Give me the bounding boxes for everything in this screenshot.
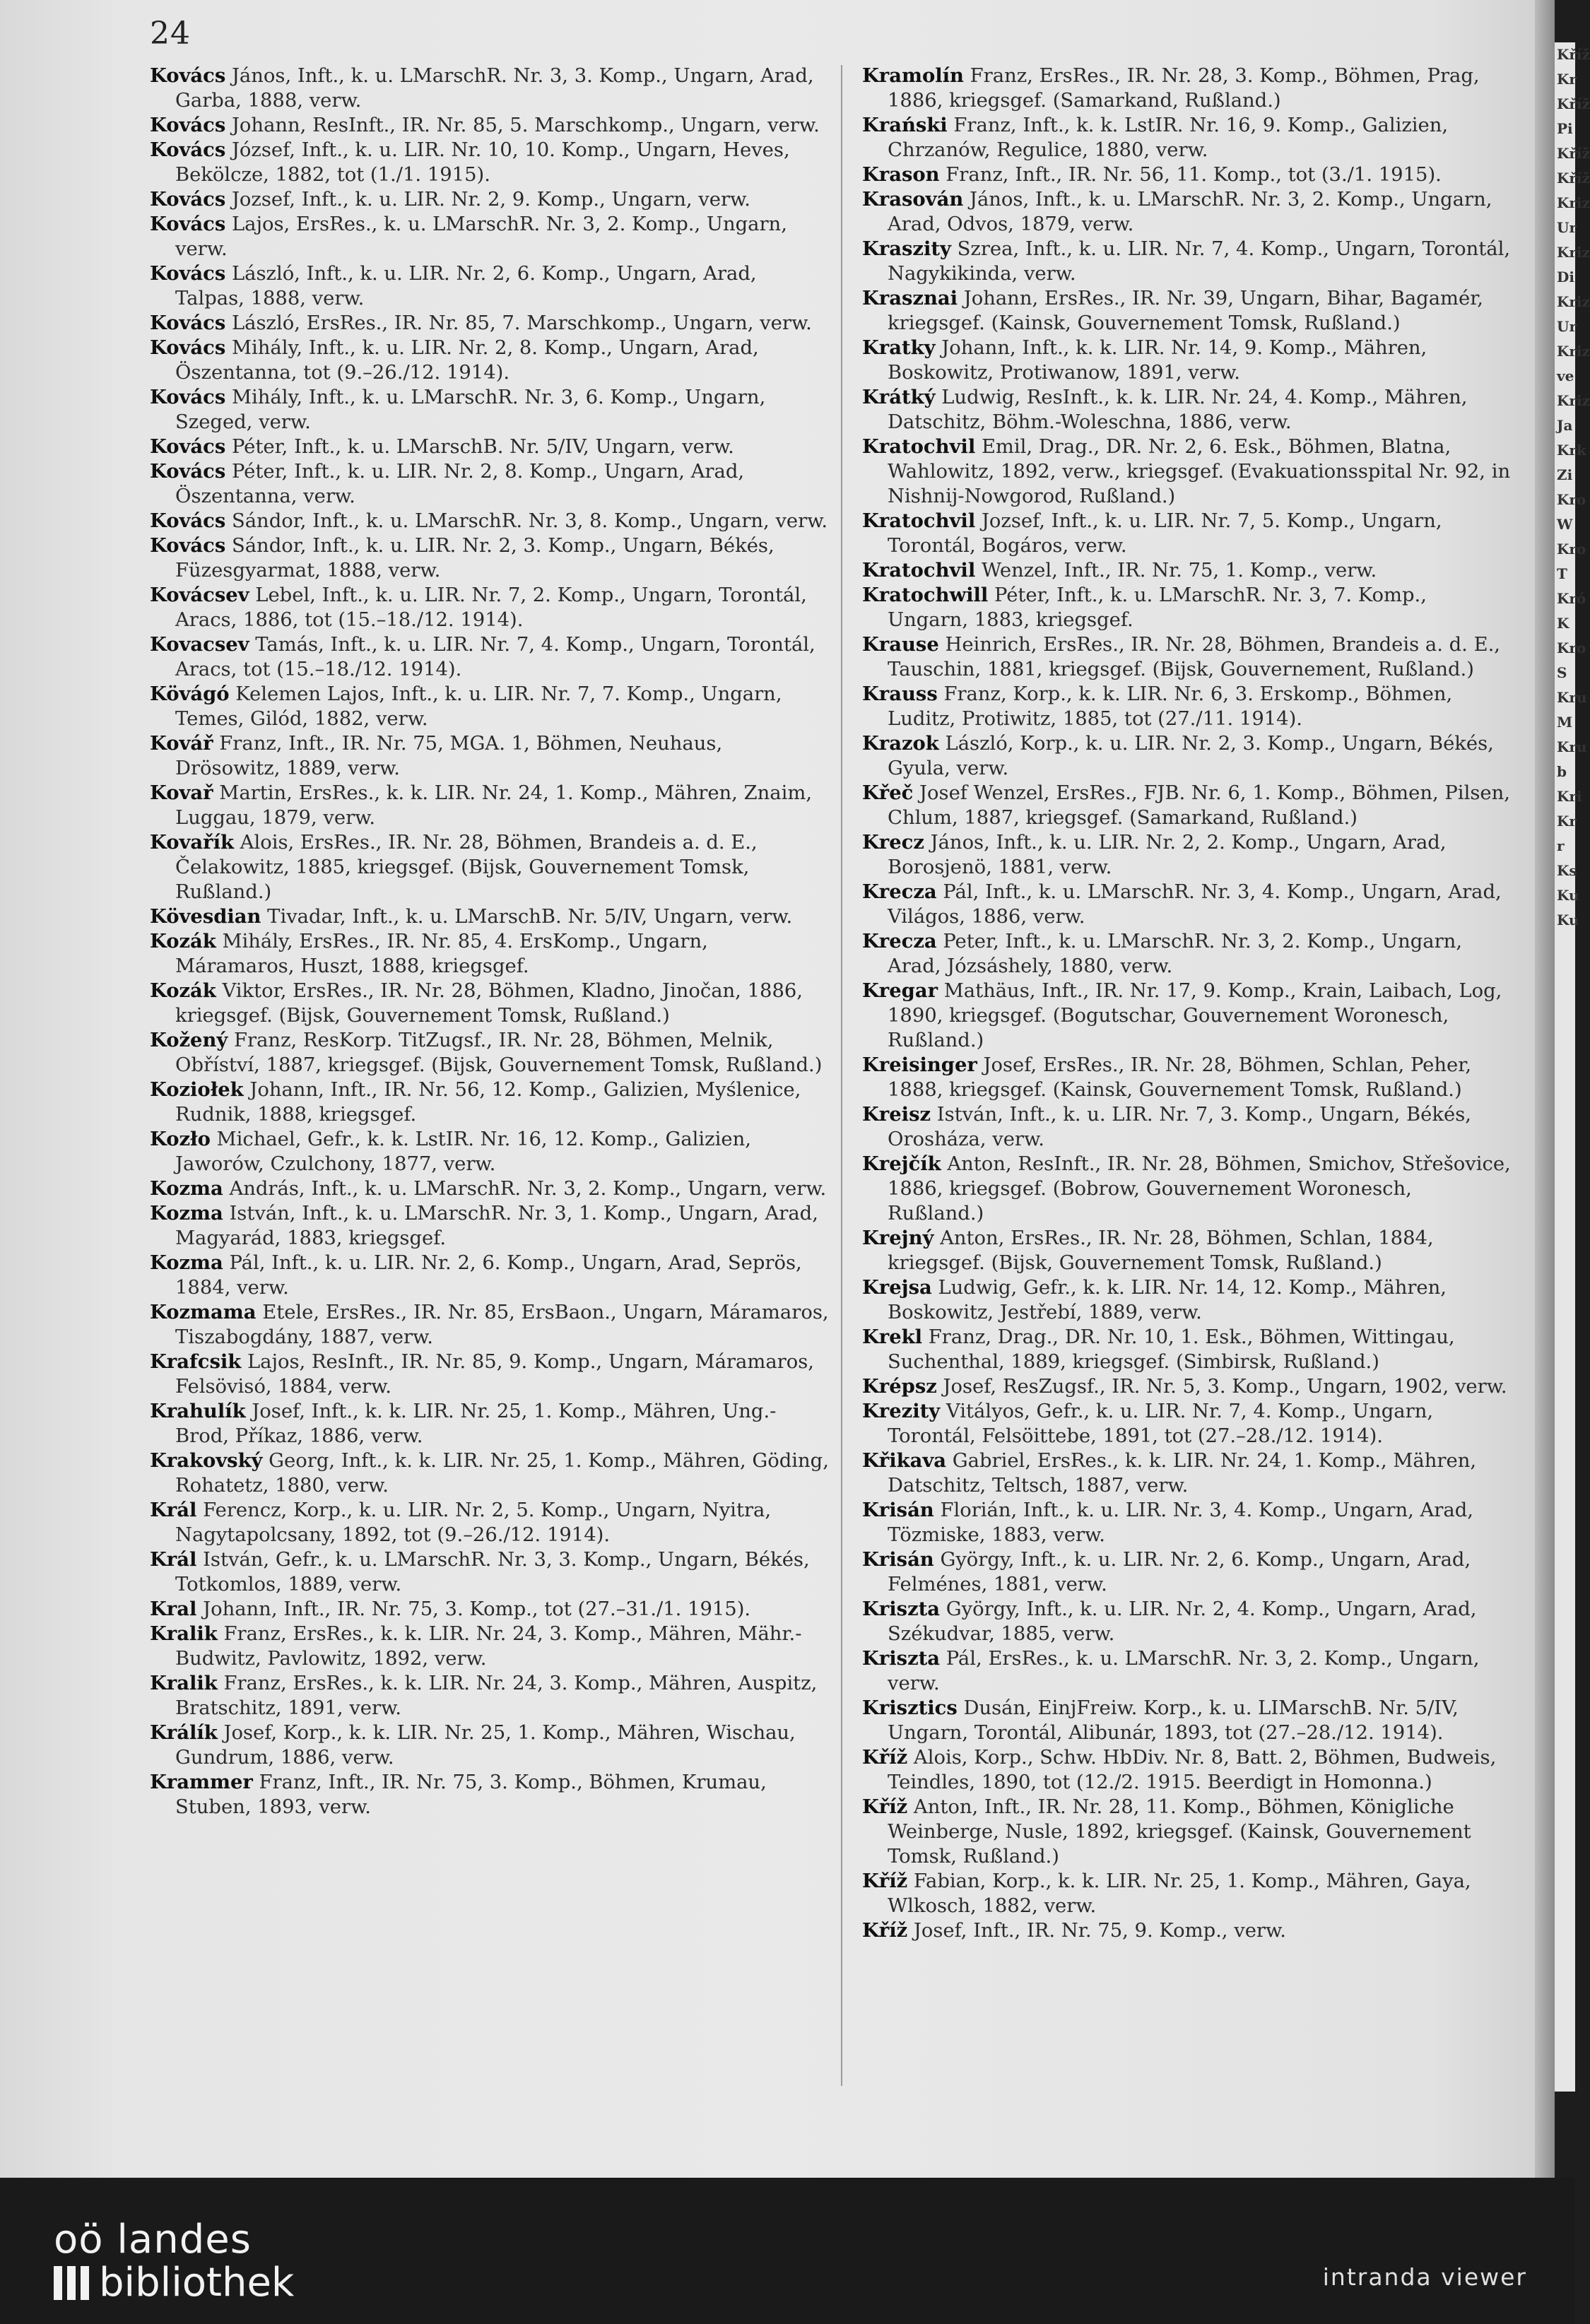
entry-details: Franz, ErsRes., IR. Nr. 28, 3. Komp., Böhmen, Prag, 1886, kriegsgef. (Samarkand, Rußland.) bbox=[888, 65, 1480, 112]
entry-surname: Kovács bbox=[150, 213, 226, 235]
register-entry bbox=[862, 632, 1512, 682]
entry-details: Franz, ErsRes., k. k. LIR. Nr. 24, 3. Komp., Mähren, Mähr.-Budwitz, Pavlowitz, 1892, verw. bbox=[175, 1623, 802, 1670]
entry-details: Alois, ErsRes., IR. Nr. 28, Böhmen, Brandeis a. d. E., Čelakowitz, 1885, kriegsgef. (Bijsk, Gouvernement Tomsk, Rußland.) bbox=[175, 832, 758, 903]
entry-surname: Křeč bbox=[862, 781, 914, 804]
entry-surname: Kovács bbox=[150, 114, 226, 136]
entry-surname: Kratochwill bbox=[862, 584, 989, 606]
entry-details: Mathäus, Inft., IR. Nr. 17, 9. Komp., Krain, Laibach, Log, 1890, kriegsgef. (Bogutschar, Gouvernement Woronesch, Rußland.) bbox=[888, 980, 1502, 1051]
entry-surname: Krecza bbox=[862, 880, 937, 903]
register-entry bbox=[150, 830, 830, 904]
entry-details: Emil, Drag., DR. Nr. 2, 6. Esk., Böhmen, Blatna, Wahlowitz, 1892, verw., kriegsgef. (Evakuationsspital Nr. 92, in Nishnij-Nowgorod, Rußland.) bbox=[888, 436, 1511, 507]
entry-surname: Kožený bbox=[150, 1029, 228, 1051]
entry-details: Tivadar, Inft., k. u. LMarschB. Nr. 5/IV, Ungarn, verw. bbox=[261, 906, 793, 928]
entry-surname: Krasznai bbox=[862, 287, 958, 309]
viewer-brand-label: intranda viewer bbox=[1322, 2263, 1527, 2291]
edge-fragment: ve bbox=[1557, 367, 1574, 384]
entry-surname: Krahulík bbox=[150, 1400, 246, 1422]
edge-fragment: Kriz bbox=[1557, 244, 1590, 261]
entry-details: Johann, ResInft., IR. Nr. 85, 5. Marschkomp., Ungarn, verw. bbox=[225, 114, 820, 136]
register-entry bbox=[862, 509, 1512, 558]
register-entry bbox=[150, 212, 830, 261]
entry-details: Johann, Inft., IR. Nr. 56, 12. Komp., Galizien, Myślenice, Rudnik, 1888, kriegsgef. bbox=[175, 1079, 801, 1126]
register-entry bbox=[150, 682, 830, 731]
entry-surname: Kozło bbox=[150, 1128, 211, 1150]
entry-surname: Kovácsev bbox=[150, 584, 249, 606]
edge-fragment: Ks bbox=[1557, 862, 1577, 879]
entry-details: László, ErsRes., IR. Nr. 85, 7. Marschkomp., Ungarn, verw. bbox=[225, 312, 812, 334]
register-entry bbox=[150, 979, 830, 1028]
entry-surname: Kovács bbox=[150, 460, 226, 483]
register-entry bbox=[862, 731, 1512, 781]
entry-details: Johann, ErsRes., IR. Nr. 39, Ungarn, Bihar, Bagamér, kriegsgef. (Kainsk, Gouvernement Tomsk, Rußland.) bbox=[888, 288, 1484, 334]
entry-details: György, Inft., k. u. LIR. Nr. 2, 4. Komp., Ungarn, Arad, Székudvar, 1885, verw. bbox=[888, 1598, 1477, 1645]
entry-surname: Kovács bbox=[150, 534, 226, 557]
entry-surname: Krecz bbox=[862, 831, 924, 854]
entry-details: András, Inft., k. u. LMarschR. Nr. 3, 2. Komp., Ungarn, verw. bbox=[223, 1178, 827, 1200]
register-entry bbox=[862, 64, 1512, 113]
entry-surname: Krecza bbox=[862, 930, 937, 952]
entry-surname: Kovács bbox=[150, 386, 226, 408]
edge-fragment: Kro bbox=[1557, 541, 1586, 558]
entry-details: Ferencz, Korp., k. u. LIR. Nr. 2, 5. Komp., Ungarn, Nyitra, Nagytapolcsany, 1892, tot (9.–26./12. 1914). bbox=[175, 1499, 772, 1546]
register-entry bbox=[150, 509, 830, 533]
register-entry bbox=[862, 187, 1512, 237]
register-entry bbox=[862, 1869, 1512, 1918]
entry-surname: Kral bbox=[150, 1598, 197, 1620]
entry-surname: Krejčík bbox=[862, 1152, 941, 1175]
page-edge-shadow bbox=[1535, 0, 1555, 2178]
register-entry bbox=[862, 558, 1512, 583]
entry-details: Alois, Korp., Schw. HbDiv. Nr. 8, Batt. 2, Böhmen, Budweis, Teindles, 1890, tot (12./2. 1915. Beerdigt in Homonna.) bbox=[888, 1747, 1497, 1793]
register-entry bbox=[862, 237, 1512, 286]
register-entry bbox=[150, 138, 830, 187]
entry-details: Josef Wenzel, ErsRes., FJB. Nr. 6, 1. Komp., Böhmen, Pilsen, Chlum, 1887, kriegsgef. (Samarkand, Rußland.) bbox=[888, 782, 1510, 829]
register-entry bbox=[150, 583, 830, 632]
register-entry bbox=[862, 1399, 1512, 1449]
register-entry bbox=[150, 459, 830, 509]
entry-details: Franz, Inft., IR. Nr. 75, MGA. 1, Böhmen, Neuhaus, Drösowitz, 1889, verw. bbox=[175, 733, 723, 779]
register-entry bbox=[150, 113, 830, 138]
register-entry bbox=[862, 1498, 1512, 1547]
logo-bars-icon bbox=[54, 2266, 89, 2300]
register-entry bbox=[150, 731, 830, 781]
entry-surname: Krazok bbox=[862, 732, 939, 755]
entry-details: Jozsef, Inft., k. u. LIR. Nr. 7, 5. Komp., Ungarn, Torontál, Bogáros, verw. bbox=[888, 510, 1442, 557]
entry-surname: Kozma bbox=[150, 1251, 223, 1274]
edge-fragment: Ur bbox=[1557, 219, 1577, 236]
entry-details: Péter, Inft., k. u. LMarschB. Nr. 5/IV, Ungarn, verw. bbox=[225, 436, 734, 458]
entry-surname: Kovařík bbox=[150, 831, 234, 854]
entry-details: Peter, Inft., k. u. LMarschR. Nr. 3, 2. Komp., Ungarn, Arad, Józsáshely, 1880, verw. bbox=[888, 931, 1463, 977]
entry-surname: Kratochvil bbox=[862, 435, 976, 458]
entry-surname: Kozma bbox=[150, 1202, 223, 1225]
register-entry bbox=[150, 1671, 830, 1721]
edge-fragment: Kriz bbox=[1557, 392, 1590, 409]
entry-surname: Kreisz bbox=[862, 1103, 931, 1126]
register-entry bbox=[862, 1696, 1512, 1745]
edge-fragment: Kriz bbox=[1557, 343, 1590, 360]
entry-details: Lajos, ErsRes., k. u. LMarschR. Nr. 3, 2. Komp., Ungarn, verw. bbox=[175, 213, 787, 260]
edge-fragment: Kr bbox=[1557, 71, 1577, 88]
register-entry bbox=[862, 1152, 1512, 1226]
entry-details: Georg, Inft., k. k. LIR. Nr. 25, 1. Komp., Mähren, Göding, Rohatetz, 1880, verw. bbox=[175, 1450, 829, 1497]
entry-surname: Kozma bbox=[150, 1177, 223, 1200]
entry-details: Michael, Gefr., k. k. LstIR. Nr. 16, 12. Komp., Galizien, Jaworów, Czulchony, 1877, verw. bbox=[175, 1128, 751, 1175]
entry-surname: Krejný bbox=[862, 1227, 934, 1249]
register-entry bbox=[862, 1646, 1512, 1696]
edge-fragment: Kříž bbox=[1557, 145, 1590, 162]
register-entry bbox=[862, 880, 1512, 929]
register-entry bbox=[150, 1028, 830, 1078]
entry-surname: Koziołek bbox=[150, 1078, 244, 1101]
entry-surname: Král bbox=[150, 1548, 197, 1571]
entry-surname: Kriszta bbox=[862, 1598, 941, 1620]
register-entry bbox=[150, 1547, 830, 1597]
entry-details: János, Inft., k. u. LIR. Nr. 2, 2. Komp., Ungarn, Arad, Borosjenö, 1881, verw. bbox=[888, 832, 1447, 878]
entry-details: Josef, ErsRes., IR. Nr. 28, Böhmen, Schlan, Peher, 1888, kriegsgef. (Kainsk, Gouvernement Tomsk, Rußland.) bbox=[888, 1054, 1472, 1101]
edge-fragment: Ku bbox=[1557, 887, 1579, 904]
entry-surname: Kovář bbox=[150, 732, 213, 755]
register-entry bbox=[862, 336, 1512, 385]
entry-details: Martin, ErsRes., k. k. LIR. Nr. 24, 1. Komp., Mähren, Znaim, Luggau, 1879, verw. bbox=[175, 782, 813, 829]
entry-details: Josef, Korp., k. k. LIR. Nr. 25, 1. Komp., Mähren, Wischau, Gundrum, 1886, verw. bbox=[175, 1722, 796, 1769]
entry-surname: Krakovský bbox=[150, 1449, 263, 1472]
register-entry bbox=[150, 1251, 830, 1300]
entry-details: Mihály, Inft., k. u. LMarschR. Nr. 3, 6. Komp., Ungarn, Szeged, verw. bbox=[175, 387, 766, 433]
entry-surname: Kříž bbox=[862, 1870, 908, 1892]
entry-details: Mihály, ErsRes., IR. Nr. 85, 4. ErsKomp., Ungarn, Máramaros, Huszt, 1888, kriegsgef. bbox=[175, 931, 708, 977]
entry-surname: Krejsa bbox=[862, 1276, 932, 1299]
entry-surname: Kratky bbox=[862, 336, 936, 359]
right-column bbox=[862, 64, 1512, 1943]
register-entry bbox=[862, 1374, 1512, 1399]
register-entry bbox=[862, 1745, 1512, 1795]
entry-surname: Kříž bbox=[862, 1746, 908, 1769]
register-entry bbox=[150, 632, 830, 682]
entry-details: Péter, Inft., k. u. LMarschR. Nr. 3, 7. Komp., Ungarn, 1883, kriegsgef. bbox=[888, 584, 1427, 631]
entry-details: Sándor, Inft., k. u. LIR. Nr. 2, 3. Komp., Ungarn, Békés, Füzesgyarmat, 1888, verw. bbox=[175, 535, 775, 582]
entry-details: Dusán, EinjFreiw. Korp., k. u. LIMarschB. Nr. 5/IV, Ungarn, Torontál, Alibunár, 1893, tot (27.–28./12. 1914). bbox=[888, 1697, 1459, 1744]
entry-details: István, Inft., k. u. LIR. Nr. 7, 3. Komp., Ungarn, Békés, Orosháza, verw. bbox=[888, 1104, 1471, 1150]
entry-surname: Krafcsik bbox=[150, 1350, 242, 1373]
entry-surname: Krański bbox=[862, 114, 948, 136]
entry-surname: Kriszta bbox=[862, 1647, 941, 1670]
edge-fragment: Kříž bbox=[1557, 95, 1590, 112]
entry-surname: Kramolín bbox=[862, 64, 964, 87]
register-entry bbox=[862, 1547, 1512, 1597]
edge-fragment: Kriz bbox=[1557, 194, 1590, 211]
register-entry bbox=[862, 583, 1512, 632]
register-entry bbox=[150, 1770, 830, 1819]
entry-details: Gabriel, ErsRes., k. k. LIR. Nr. 24, 1. Komp., Mähren, Datschitz, Teltsch, 1887, verw. bbox=[888, 1450, 1477, 1497]
entry-details: Tamás, Inft., k. u. LIR. Nr. 7, 4. Komp., Ungarn, Torontál, Aracs, tot (15.–18./12. 1914). bbox=[175, 634, 815, 680]
column-divider bbox=[841, 65, 842, 2086]
edge-fragment: Kro bbox=[1557, 639, 1586, 656]
entry-surname: Kozák bbox=[150, 930, 216, 952]
register-entry bbox=[862, 286, 1512, 336]
entry-surname: Kovács bbox=[150, 188, 226, 211]
entry-surname: Krisán bbox=[862, 1548, 934, 1571]
entry-details: Viktor, ErsRes., IR. Nr. 28, Böhmen, Kladno, Jinočan, 1886, kriegsgef. (Bijsk, Gouvernement Tomsk, Rußland.) bbox=[175, 980, 803, 1027]
entry-surname: Kovács bbox=[150, 64, 226, 87]
edge-fragment: Kru bbox=[1557, 738, 1587, 755]
entry-details: Jozsef, Inft., k. u. LIR. Nr. 2, 9. Komp., Ungarn, verw. bbox=[225, 189, 750, 211]
entry-details: László, Korp., k. u. LIR. Nr. 2, 3. Komp., Ungarn, Békés, Gyula, verw. bbox=[888, 733, 1494, 779]
entry-details: László, Inft., k. u. LIR. Nr. 2, 6. Komp., Ungarn, Arad, Talpas, 1888, verw. bbox=[175, 263, 757, 309]
edge-fragment: Ku bbox=[1557, 912, 1579, 928]
entry-surname: Krisztics bbox=[862, 1697, 958, 1719]
entry-surname: Krammer bbox=[150, 1771, 253, 1793]
register-entry bbox=[862, 163, 1512, 187]
register-entry bbox=[150, 1300, 830, 1350]
entry-surname: Krason bbox=[862, 163, 940, 186]
entry-surname: Kovács bbox=[150, 336, 226, 359]
edge-fragment: Kříž bbox=[1557, 170, 1590, 187]
entry-details: István, Gefr., k. u. LMarschR. Nr. 3, 3. Komp., Ungarn, Békés, Totkomlos, 1889, verw. bbox=[175, 1549, 810, 1595]
register-entry bbox=[862, 929, 1512, 979]
edge-fragment: Kriz bbox=[1557, 293, 1590, 310]
register-entry bbox=[150, 904, 830, 929]
entry-surname: Křikava bbox=[862, 1449, 947, 1472]
entry-surname: Kříž bbox=[862, 1919, 908, 1942]
entry-details: Pál, ErsRes., k. u. LMarschR. Nr. 3, 2. Komp., Ungarn, verw. bbox=[888, 1648, 1480, 1694]
entry-surname: Kövágó bbox=[150, 683, 230, 705]
entry-details: Fabian, Korp., k. k. LIR. Nr. 25, 1. Komp., Mähren, Gaya, Wlkosch, 1882, verw. bbox=[888, 1870, 1471, 1917]
edge-fragment: W bbox=[1557, 516, 1573, 533]
register-entry bbox=[862, 385, 1512, 435]
register-entry bbox=[862, 1795, 1512, 1869]
entry-surname: Kraszity bbox=[862, 237, 951, 260]
entry-details: Johann, Inft., IR. Nr. 75, 3. Komp., tot (27.–31./1. 1915). bbox=[196, 1598, 751, 1620]
edge-fragment: Ur bbox=[1557, 318, 1577, 335]
entry-details: Anton, ResInft., IR. Nr. 28, Böhmen, Smichov, Střešovice, 1886, kriegsgef. (Bobrow, Gouvernement Woronesch, Rußland.) bbox=[888, 1153, 1511, 1225]
edge-fragment: M bbox=[1557, 714, 1573, 731]
entry-surname: Krauss bbox=[862, 683, 938, 705]
entry-details: Franz, ResKorp. TitZugsf., IR. Nr. 28, Böhmen, Melnik, Obříství, 1887, kriegsgef. (Bijsk, Gouvernement Tomsk, Rußland.) bbox=[175, 1030, 823, 1076]
register-entry bbox=[862, 435, 1512, 509]
register-entry bbox=[150, 1449, 830, 1498]
register-entry bbox=[150, 929, 830, 979]
register-entry bbox=[150, 311, 830, 336]
entry-surname: Krépsz bbox=[862, 1375, 937, 1398]
entry-surname: Král bbox=[150, 1499, 197, 1521]
register-entry bbox=[862, 1918, 1512, 1943]
entry-surname: Krisán bbox=[862, 1499, 934, 1521]
entry-details: Anton, ErsRes., IR. Nr. 28, Böhmen, Schlan, 1884, kriegsgef. (Bijsk, Gouvernement Tomsk, Rußland.) bbox=[888, 1227, 1434, 1274]
entry-details: Josef, Inft., k. k. LIR. Nr. 25, 1. Komp., Mähren, Ung.-Brod, Příkaz, 1886, verw. bbox=[175, 1400, 777, 1447]
next-page-edge bbox=[1555, 42, 1590, 2092]
entry-details: Lajos, ResInft., IR. Nr. 85, 9. Komp., Ungarn, Máramaros, Felsövisó, 1884, verw. bbox=[175, 1351, 815, 1398]
entry-surname: Kralik bbox=[150, 1672, 218, 1694]
entry-surname: Kövesdian bbox=[150, 905, 261, 928]
entry-surname: Krasován bbox=[862, 188, 964, 211]
entry-surname: Kovács bbox=[150, 435, 226, 458]
entry-details: Sándor, Inft., k. u. LMarschR. Nr. 3, 8. Komp., Ungarn, verw. bbox=[225, 510, 828, 532]
entry-details: Ludwig, ResInft., k. k. LIR. Nr. 24, 4. Komp., Mähren, Datschitz, Böhm.-Woleschna, 1886, verw. bbox=[888, 387, 1468, 433]
edge-fragment: Kříž bbox=[1557, 46, 1590, 63]
entry-details: Mihály, Inft., k. u. LIR. Nr. 2, 8. Komp., Ungarn, Arad, Öszentanna, tot (9.–26./12. 1914). bbox=[175, 337, 759, 384]
register-entry bbox=[862, 1275, 1512, 1325]
entry-details: Franz, Drag., DR. Nr. 10, 1. Esk., Böhmen, Wittingau, Suchenthal, 1889, kriegsgef. (Simbirsk, Rußland.) bbox=[888, 1326, 1455, 1373]
register-entry bbox=[150, 187, 830, 212]
register-entry bbox=[862, 1102, 1512, 1152]
entry-details: Etele, ErsRes., IR. Nr. 85, ErsBaon., Ungarn, Máramaros, Tiszabogdány, 1887, verw. bbox=[175, 1302, 829, 1348]
logo-text-top: oö landes bbox=[54, 2217, 252, 2263]
entry-surname: Kovař bbox=[150, 781, 213, 804]
entry-details: Josef, ResZugsf., IR. Nr. 5, 3. Komp., Ungarn, 1902, verw. bbox=[936, 1376, 1507, 1398]
entry-details: Vitályos, Gefr., k. u. LIR. Nr. 7, 4. Komp., Ungarn, Torontál, Felsöittebe, 1891, tot (27.–28./12. 1914). bbox=[888, 1400, 1434, 1447]
entry-surname: Kratochvil bbox=[862, 509, 976, 532]
register-entry bbox=[150, 64, 830, 113]
entry-details: Wenzel, Inft., IR. Nr. 75, 1. Komp., verw. bbox=[975, 560, 1377, 582]
entry-details: Heinrich, ErsRes., IR. Nr. 28, Böhmen, Brandeis a. d. E., Tauschin, 1881, kriegsgef. (Bijsk, Gouvernement, Rußland.) bbox=[888, 634, 1500, 680]
entry-details: István, Inft., k. u. LMarschR. Nr. 3, 1. Komp., Ungarn, Arad, Magyarád, 1883, kriegsgef. bbox=[175, 1203, 818, 1249]
entry-details: János, Inft., k. u. LMarschR. Nr. 3, 2. Komp., Ungarn, Arad, Odvos, 1879, verw. bbox=[888, 189, 1492, 235]
page-number: 24 bbox=[150, 16, 191, 52]
register-entry bbox=[862, 113, 1512, 163]
entry-surname: Králík bbox=[150, 1721, 218, 1744]
logo-text-bottom: bibliothek bbox=[99, 2260, 295, 2306]
register-entry bbox=[150, 1721, 830, 1770]
edge-fragment: b bbox=[1557, 763, 1567, 780]
entry-details: Pál, Inft., k. u. LIR. Nr. 2, 6. Komp., Ungarn, Arad, Seprös, 1884, verw. bbox=[175, 1252, 802, 1299]
entry-details: József, Inft., k. u. LIR. Nr. 10, 10. Komp., Ungarn, Heves, Bekölcze, 1882, tot (1./1. 1915). bbox=[175, 139, 790, 186]
edge-fragment: Kró bbox=[1557, 590, 1586, 607]
library-logo[interactable] bbox=[54, 2219, 294, 2305]
edge-fragment: Kr bbox=[1557, 813, 1577, 830]
entry-surname: Kozmama bbox=[150, 1301, 257, 1323]
register-entry bbox=[862, 781, 1512, 830]
edge-fragment: Pi bbox=[1557, 120, 1573, 137]
register-entry bbox=[150, 1622, 830, 1671]
edge-fragment: Krk bbox=[1557, 442, 1586, 459]
edge-fragment: r bbox=[1557, 837, 1565, 854]
entry-details: Franz, Inft., IR. Nr. 75, 3. Komp., Böhmen, Krumau, Stuben, 1893, verw. bbox=[175, 1771, 767, 1818]
entry-surname: Krause bbox=[862, 633, 939, 656]
register-entry bbox=[150, 336, 830, 385]
entry-surname: Kreisinger bbox=[862, 1054, 977, 1076]
entry-surname: Kříž bbox=[862, 1795, 908, 1818]
entry-details: Lebel, Inft., k. u. LIR. Nr. 7, 2. Komp., Ungarn, Torontál, Aracs, 1886, tot (15.–18./12. 1914). bbox=[175, 584, 807, 631]
register-entry bbox=[862, 979, 1512, 1053]
entry-details: Anton, Inft., IR. Nr. 28, 11. Komp., Böhmen, Königliche Weinberge, Nusle, 1892, kriegsgef. (Kainsk, Gouvernement Tomsk, Rußland.) bbox=[888, 1796, 1471, 1868]
entry-details: Franz, Korp., k. k. LIR. Nr. 6, 3. Erskomp., Böhmen, Luditz, Protiwitz, 1885, tot (27./11. 1914). bbox=[888, 683, 1453, 730]
entry-details: Ludwig, Gefr., k. k. LIR. Nr. 14, 12. Komp., Mähren, Boskowitz, Jestřebí, 1889, verw. bbox=[888, 1277, 1447, 1323]
edge-fragment: Kri bbox=[1557, 788, 1582, 805]
entry-surname: Kozák bbox=[150, 979, 216, 1002]
entry-details: Pál, Inft., k. u. LMarschR. Nr. 3, 4. Komp., Ungarn, Arad, Világos, 1886, verw. bbox=[888, 881, 1502, 928]
entry-details: György, Inft., k. u. LIR. Nr. 2, 6. Komp., Ungarn, Arad, Felménes, 1881, verw. bbox=[888, 1549, 1471, 1595]
entry-surname: Krátký bbox=[862, 386, 936, 408]
entry-surname: Kralik bbox=[150, 1622, 218, 1645]
register-entry bbox=[150, 435, 830, 459]
register-entry bbox=[150, 261, 830, 311]
register-entry bbox=[862, 1597, 1512, 1646]
entry-details: Péter, Inft., k. u. LIR. Nr. 2, 8. Komp., Ungarn, Arad, Öszentanna, verw. bbox=[175, 461, 745, 507]
edge-fragment: T bbox=[1557, 565, 1567, 582]
register-entry bbox=[862, 1053, 1512, 1102]
register-entry bbox=[150, 781, 830, 830]
register-entry bbox=[150, 1399, 830, 1449]
edge-fragment: K bbox=[1557, 615, 1570, 632]
register-entry bbox=[862, 1226, 1512, 1275]
register-entry bbox=[862, 1449, 1512, 1498]
register-entry bbox=[150, 533, 830, 583]
entry-surname: Krekl bbox=[862, 1326, 923, 1348]
entry-details: Szrea, Inft., k. u. LIR. Nr. 7, 4. Komp., Ungarn, Torontál, Nagykikinda, verw. bbox=[888, 238, 1511, 285]
register-entry bbox=[150, 1350, 830, 1399]
entry-details: Franz, ErsRes., k. k. LIR. Nr. 24, 3. Komp., Mähren, Auspitz, Bratschitz, 1891, verw. bbox=[175, 1673, 818, 1719]
entry-surname: Kovács bbox=[150, 509, 226, 532]
register-entry bbox=[150, 1597, 830, 1622]
register-entry bbox=[862, 682, 1512, 731]
entry-surname: Kratochvil bbox=[862, 559, 976, 582]
register-entry bbox=[150, 385, 830, 435]
edge-fragment: Kru bbox=[1557, 689, 1587, 706]
edge-fragment: Zi bbox=[1557, 466, 1573, 483]
entry-details: János, Inft., k. u. LMarschR. Nr. 3, 3. Komp., Ungarn, Arad, Garba, 1888, verw. bbox=[175, 65, 814, 112]
edge-fragment: Kro bbox=[1557, 491, 1586, 508]
register-entry bbox=[862, 1325, 1512, 1374]
register-entry bbox=[150, 1498, 830, 1547]
edge-fragment: Ja bbox=[1557, 417, 1573, 434]
register-entry bbox=[150, 1201, 830, 1251]
entry-details: Franz, Inft., k. k. LstIR. Nr. 16, 9. Komp., Galizien, Chrzanów, Regulice, 1880, verw. bbox=[888, 114, 1449, 161]
register-entry bbox=[150, 1078, 830, 1127]
register-entry bbox=[862, 830, 1512, 880]
entry-surname: Kovacsev bbox=[150, 633, 249, 656]
entry-surname: Kovács bbox=[150, 138, 226, 161]
entry-details: Franz, Inft., IR. Nr. 56, 11. Komp., tot (3./1. 1915). bbox=[939, 164, 1442, 186]
entry-surname: Kovács bbox=[150, 262, 226, 285]
entry-details: Josef, Inft., IR. Nr. 75, 9. Komp., verw. bbox=[907, 1920, 1286, 1942]
edge-fragment: Di bbox=[1557, 269, 1574, 285]
edge-fragment: S bbox=[1557, 664, 1567, 681]
entry-surname: Kovács bbox=[150, 312, 226, 334]
entry-details: Kelemen Lajos, Inft., k. u. LIR. Nr. 7, 7. Komp., Ungarn, Temes, Gilód, 1882, verw. bbox=[175, 683, 782, 730]
entry-surname: Kregar bbox=[862, 979, 938, 1002]
entry-details: Johann, Inft., k. k. LIR. Nr. 14, 9. Komp., Mähren, Boskowitz, Protiwanow, 1891, verw. bbox=[888, 337, 1427, 384]
entry-details: Florián, Inft., k. u. LIR. Nr. 3, 4. Komp., Ungarn, Arad, Tözmiske, 1883, verw. bbox=[888, 1499, 1473, 1546]
entry-surname: Krezity bbox=[862, 1400, 941, 1422]
left-column bbox=[150, 64, 830, 1819]
register-entry bbox=[150, 1127, 830, 1176]
register-entry bbox=[150, 1176, 830, 1201]
